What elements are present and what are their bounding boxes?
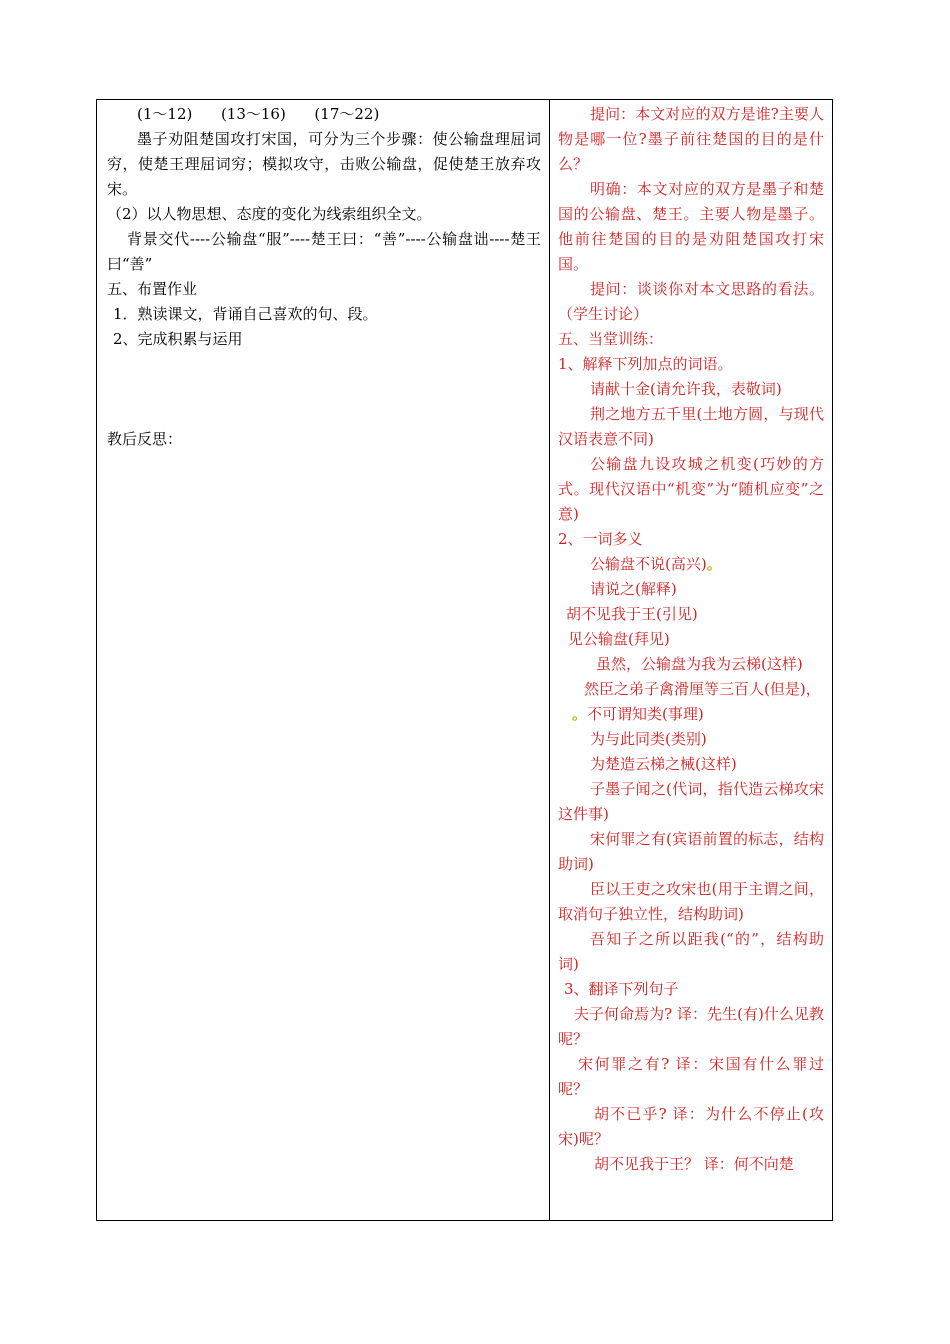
- emphasis-dot: 。: [572, 705, 588, 723]
- answer-1: 明确：本文对应的双方是墨子和楚国的公输盘、楚王。主要人物是墨子。他前往楚国的目的是劝阻楚国攻打宋国。: [558, 180, 824, 273]
- question-1: 提问：本文对应的双方是谁?主要人物是哪一位?墨子前往楚国的目的是什么？: [558, 105, 824, 173]
- left-column: [97, 100, 550, 1220]
- homework-item-2: 2、完成积累与运用: [113, 330, 243, 348]
- section-2-heading: 2、一词多义: [558, 530, 643, 548]
- section-3-heading: 3、翻译下列句子: [564, 980, 679, 998]
- meaning-item-5: 虽然，公输盘为我为云梯(这样): [596, 655, 803, 673]
- word-item-2: 荆之地方五千里(土地方圆，与现代汉语表意不同): [558, 405, 824, 448]
- blank-space: [107, 352, 541, 427]
- section-1-heading: 1、解释下列加点的词语。: [558, 355, 733, 373]
- clue-statement: （2）以人物思想、态度的变化为线索组织全文。: [107, 205, 432, 223]
- emphasis-dot: 。: [706, 555, 722, 573]
- word-item-3: 公输盘九设攻城之机变(巧妙的方式。现代汉语中“机变”为“随机应变”之意): [558, 455, 824, 523]
- practice-heading: 五、当堂训练：: [558, 330, 664, 348]
- translation-item-4: 胡不见我于王？ 译：何不向楚: [594, 1155, 794, 1173]
- meaning-item-6: 然臣之弟子禽滑厘等三百人(但是)，: [584, 680, 821, 698]
- meaning-item-8: 为与此同类(类别): [590, 730, 707, 748]
- meaning-item-4: 见公输盘(拜见): [568, 630, 670, 648]
- plot-sequence: 背景交代----公输盘“服”----楚王曰：“善”----公输盘诎----楚王曰“善”: [107, 230, 541, 273]
- meaning-item-7-text: 不可谓知类(事理): [587, 705, 704, 723]
- paragraph-ranges: (1～12) (13～16) (17～22): [137, 105, 380, 123]
- meaning-item-13: 吾知子之所以距我(“的”，结构助词): [558, 930, 824, 973]
- translation-item-3: 胡不已乎? 译：为什么不停止(攻宋)呢？: [558, 1105, 824, 1148]
- meaning-item-10: 子墨子闻之(代词，指代造云梯攻宋这件事): [558, 780, 824, 823]
- translation-item-2: 宋何罪之有? 译：宋国有什么罪过呢？: [558, 1055, 824, 1098]
- translation-item-1: 夫子何命焉为? 译：先生(有)什么见教呢？: [558, 1005, 824, 1048]
- reflection-label: 教后反思：: [107, 430, 183, 448]
- meaning-item-9: 为楚造云梯之械(这样): [590, 755, 737, 773]
- meaning-item-11: 宋何罪之有(宾语前置的标志，结构助词): [558, 830, 824, 873]
- structure-summary: 墨子劝阻楚国攻打宋国，可分为三个步骤：使公输盘理屈词穷，使楚王理屈词穷；模拟攻守，击败公输盘，促使楚王放弃攻宋。: [107, 130, 541, 198]
- meaning-item-1: [558, 552, 824, 577]
- meaning-item-12: 臣以王吏之攻宋也(用于主谓之间，取消句子独立性，结构助词): [558, 880, 824, 923]
- right-column: [550, 100, 832, 1220]
- meaning-item-7: [558, 702, 824, 727]
- word-item-1: 请献十金(请允许我，表敬词): [590, 380, 782, 398]
- homework-item-1: 1．熟读课文，背诵自己喜欢的句、段。: [113, 305, 378, 323]
- question-2: 提问：谈谈你对本文思路的看法。（学生讨论）: [558, 280, 824, 323]
- meaning-item-1-text: 公输盘不说(高兴): [590, 555, 707, 573]
- homework-heading: 五、布置作业: [107, 280, 198, 298]
- meaning-item-3: 胡不见我于王(引见): [566, 605, 698, 623]
- lesson-plan-table: [96, 99, 833, 1221]
- meaning-item-2: 请说之(解释): [590, 580, 677, 598]
